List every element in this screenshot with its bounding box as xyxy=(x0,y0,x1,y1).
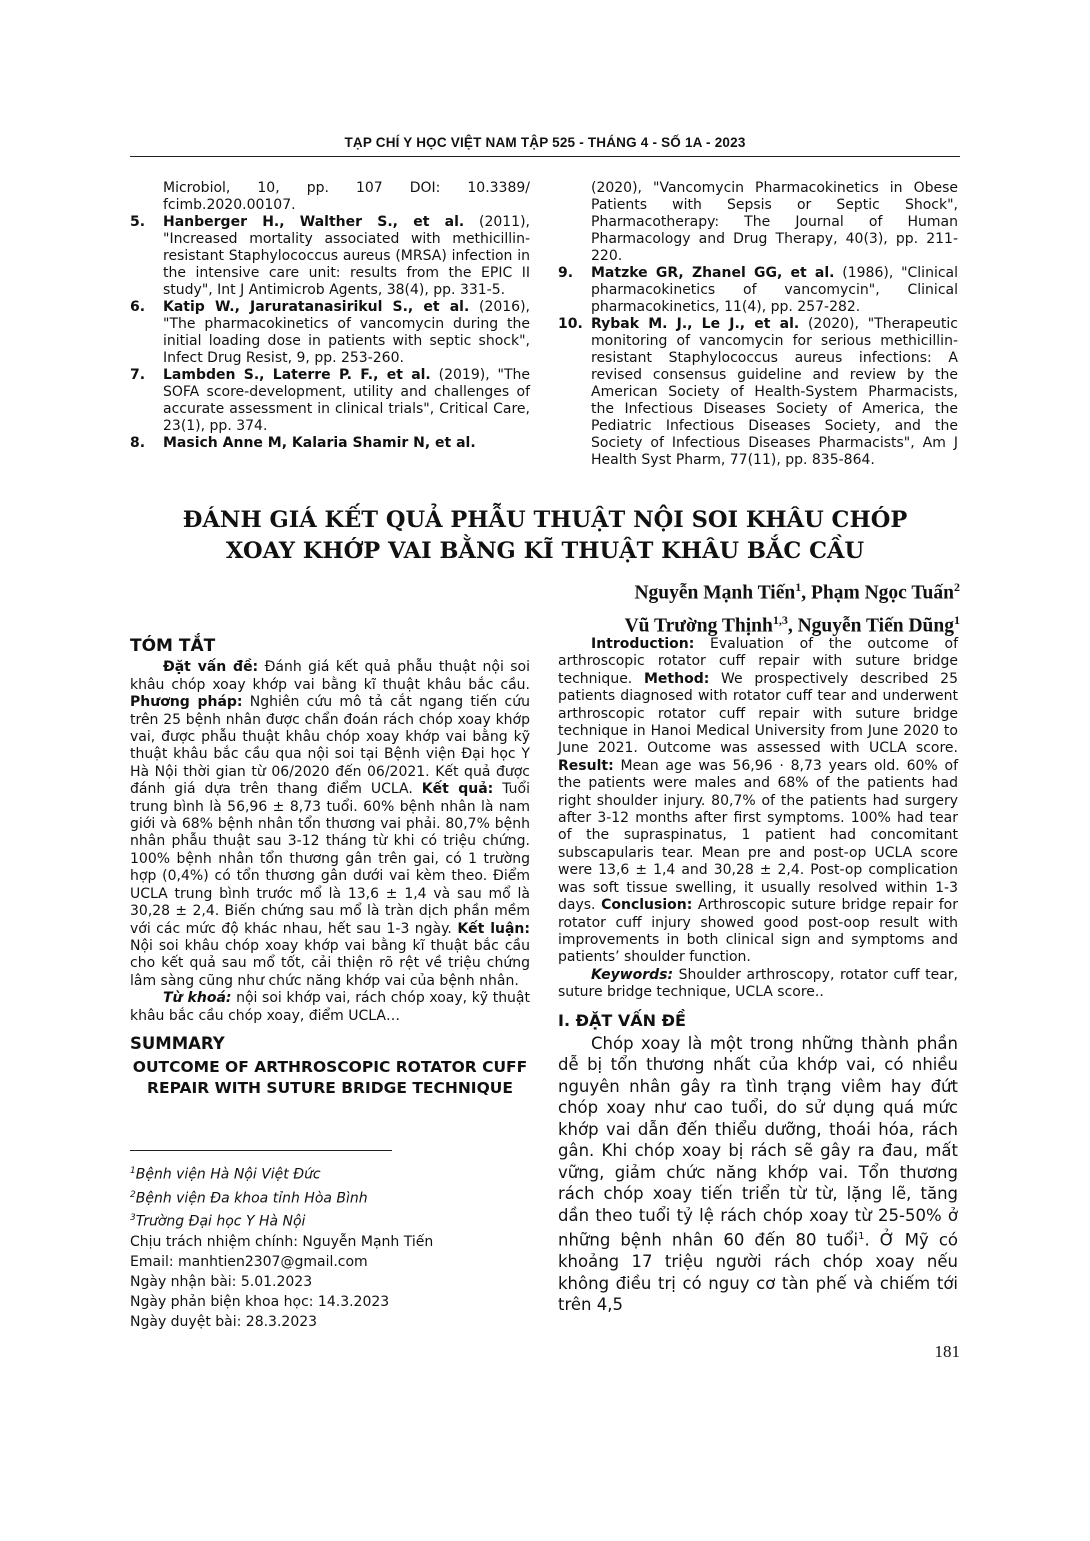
abstract-vietnamese xyxy=(130,638,530,1099)
footnote-affiliation-3: $^3$Trường Đại học Y Hà Nội xyxy=(130,1213,306,1230)
references-left-column xyxy=(130,180,530,452)
reference-5: 5. Hanberger H., Walther S., et al. (2011), "Increased mortality associated with methicillin-resistant Staphylococcus aureus (MRSA) infection in the intensive care unit: results from the EPIC II study", Int J Antimicrob Agents, 38(4), pp. 331-5. xyxy=(130,214,530,298)
reference-6: 6. Katip W., Jaruratanasirikul S., et al. (2016), "The pharmacokinetics of vancomycin during the initial loading dose in patients with septic shock", Infect Drug Resist, 9, pp. 253-260. xyxy=(130,299,531,366)
summary-title: OUTCOME OF ARTHROSCOPIC ROTATOR CUFF REPAIR WITH SUTURE BRIDGE TECHNIQUE xyxy=(132,1058,528,1098)
abstract-heading: TÓM TẮT xyxy=(130,636,216,656)
footnotes xyxy=(130,1161,530,1332)
section-heading: I. ĐẶT VẤN ĐỀ xyxy=(558,1010,686,1030)
references-right-column xyxy=(558,180,958,469)
footnote-affiliation-1: $^1$Bệnh viện Hà Nội Việt Đức xyxy=(130,1166,321,1183)
section-paragraph: Chóp xoay là một trong những thành phần dễ bị tổn thương nhất của khớp vai, có nhiều nguyên nhân gây ra tình trạng viêm hay đứt chóp xoay như cao tuổi, do sử dụng quá mức khớp vai dẫn đến thiểu dưỡng, thoái hóa, rách gân. Khi chóp xoay bị rách sẽ gây ra đau, mất vững, giảm chức năng khớp vai. Tổn thương rách chóp xoay tiến triển từ từ, lặng lẽ, tăng dần theo tuổi tỷ lệ rách chóp xoay từ 25-50% ở những bệnh nhân 60 đến 80 tuổi$^1$. Ở Mỹ có khoảng 17 triệu người rách chóp xoay nếu không điều trị có nguy cơ tàn phế và chiếm tới trên 4,5 xyxy=(558,1033,958,1315)
abstract-english-paragraph: Introduction: Evaluation of the outcome of arthroscopic rotator cuff repair with suture bridge technique. Method: We prospectively described 25 patients diagnosed with rotator cuff tear and underwent arthroscopic rotator cuff repair with suture bridge technique in Hanoi Medical University from June 2020 to June 2021. Outcome was assessed with UCLA score. Result: Mean age was 56,96 · 8,73 years old. 60% of the patients were males and 68% of the patients had right shoulder injury. 80,7% of the patients had surgery after 3-12 months after first symptoms. 100% had tear of the supraspinatus, 1 patient had concomitant subscapularis tear. Mean pre and post-op UCLA score were 13,6 ± 1,4 and 30,28 ± 2,4. Post-op complication was soft tissue swelling, it usually resolved within 1-3 days. Conclusion: Arthroscopic suture bridge repair for rotator cuff injury showed good post-oop result with improvements in both clinical sign and symptoms and patients’ shoulder function. xyxy=(558,636,958,966)
footnote-reviewed: Ngày phản biện khoa học: 14.3.2023 xyxy=(130,1293,390,1310)
abstract-english xyxy=(558,636,958,1316)
reference-8-continued: (2020), "Vancomycin Pharmacokinetics in Obese Patients with Sepsis or Septic Shock", Pharmacotherapy: The Journal of Human Pharmacology and Drug Therapy, 40(3), pp. 211-220. xyxy=(591,180,958,264)
footnote-divider xyxy=(130,1150,392,1151)
reference-9: 9. Matzke GR, Zhanel GG, et al. (1986), "Clinical pharmacokinetics of vancomycin", Clinical pharmacokinetics, 11(4), pp. 257-282. xyxy=(558,265,959,315)
page-number: 181 xyxy=(934,1342,960,1361)
footnote-email: Email: manhtien2307@gmail.com xyxy=(130,1253,368,1270)
abstract-paragraph: Đặt vấn đề: Đánh giá kết quả phẫu thuật nội soi khâu chóp xoay khớp vai bằng kĩ thuật khâu bắc cầu. Phương pháp: Nghiên cứu mô tả cắt ngang tiến cứu trên 25 bệnh nhân được chẩn đoán rách chóp xoay khớp vai, được phẫu thuật khâu chóp xoay khớp vai bằng kỹ thuật khâu bắc cầu qua nội soi tại Bệnh viện Đại học Y Hà Nội thời gian từ 06/2020 đến 06/2021. Kết quả được đánh giá dựa trên thang điểm UCLA. Kết quả: Tuổi trung bình là 56,96 ± 8,73 tuổi. 60% bệnh nhân là nam giới và 68% bệnh nhân tổn thương vai phải. 80,7% bệnh nhân phẫu thuật sau 3-12 tháng từ khi có triệu chứng. 100% bệnh nhân tổn thương gân trên gai, có 1 trường hợp (0,4%) có tổn thương gân dưới vai kèm theo. Điểm UCLA trung bình trước mổ là 13,6 ± 1,4 và sau mổ là 30,28 ± 2,4. Biến chứng sau mổ là tràn dịch phần mềm với các mức độ khác nhau, hết sau 1-3 ngày. Kết luận: Nội soi khâu chóp xoay khớp vai bằng kĩ thuật bắc cầu cho kết quả sau mổ tốt, cải thiện rõ rệt về triệu chứng lâm sàng cũng như chức năng khớp vai của bệnh nhân. xyxy=(130,659,530,989)
running-header: TẠP CHÍ Y HỌC VIỆT NAM TẬP 525 - THÁNG 4 - SỐ 1A - 2023 xyxy=(130,135,960,157)
article-title: ĐÁNH GIÁ KẾT QUẢ PHẪU THUẬT NỘI SOI KHÂU CHÓP XOAY KHỚP VAI BẰNG KĨ THUẬT KHÂU BẮC CẦU xyxy=(182,507,908,564)
reference-10: 10. Rybak M. J., Le J., et al. (2020), "Therapeutic monitoring of vancomycin for serious methicillin-resistant Staphylococcus aureus infections: A revised consensus guideline and review by the American Society of Health-System Pharmacists, the Infectious Diseases Society of America, the Pediatric Infectious Diseases Society, and the Society of Infectious Diseases Pharmacists", Am J Health Syst Pharm, 77(11), pp. 835-864. xyxy=(558,316,958,468)
reference-7: 7. Lambden S., Laterre P. F., et al. (2019), "The SOFA score-development, utility and challenges of accurate assessment in clinical trials", Critical Care, 23(1), pp. 374. xyxy=(130,367,531,434)
footnote-received: Ngày nhận bài: 5.01.2023 xyxy=(130,1273,313,1290)
keywords-english: Keywords: Shoulder arthroscopy, rotator cuff tear, suture bridge technique, UCLA score.. xyxy=(558,966,958,1001)
keywords-vietnamese: Từ khoá: nội soi khớp vai, rách chóp xoay, kỹ thuật khâu bắc cầu chóp xoay, điểm UCLA… xyxy=(130,990,531,1024)
footnote-accepted: Ngày duyệt bài: 28.3.2023 xyxy=(130,1313,318,1330)
reference-8: 8. Masich Anne M, Kalaria Shamir N, et al. xyxy=(130,435,476,451)
article-authors: Nguyễn Mạnh Tiến$^1$, Phạm Ngọc Tuấn$^2$ Vũ Trường Thịnh$^{1,3}$, Nguyễn Tiến Dũng$^1$ xyxy=(624,580,960,636)
footnote-corresponding: Chịu trách nhiệm chính: Nguyễn Mạnh Tiến xyxy=(130,1233,434,1250)
summary-heading: SUMMARY xyxy=(130,1033,225,1053)
reference-4-continued: Microbiol, 10, pp. 107 DOI: 10.3389/ fcimb.2020.00107. xyxy=(163,180,530,213)
footnote-affiliation-2: $^2$Bệnh viện Đa khoa tỉnh Hòa Bình xyxy=(130,1189,368,1207)
